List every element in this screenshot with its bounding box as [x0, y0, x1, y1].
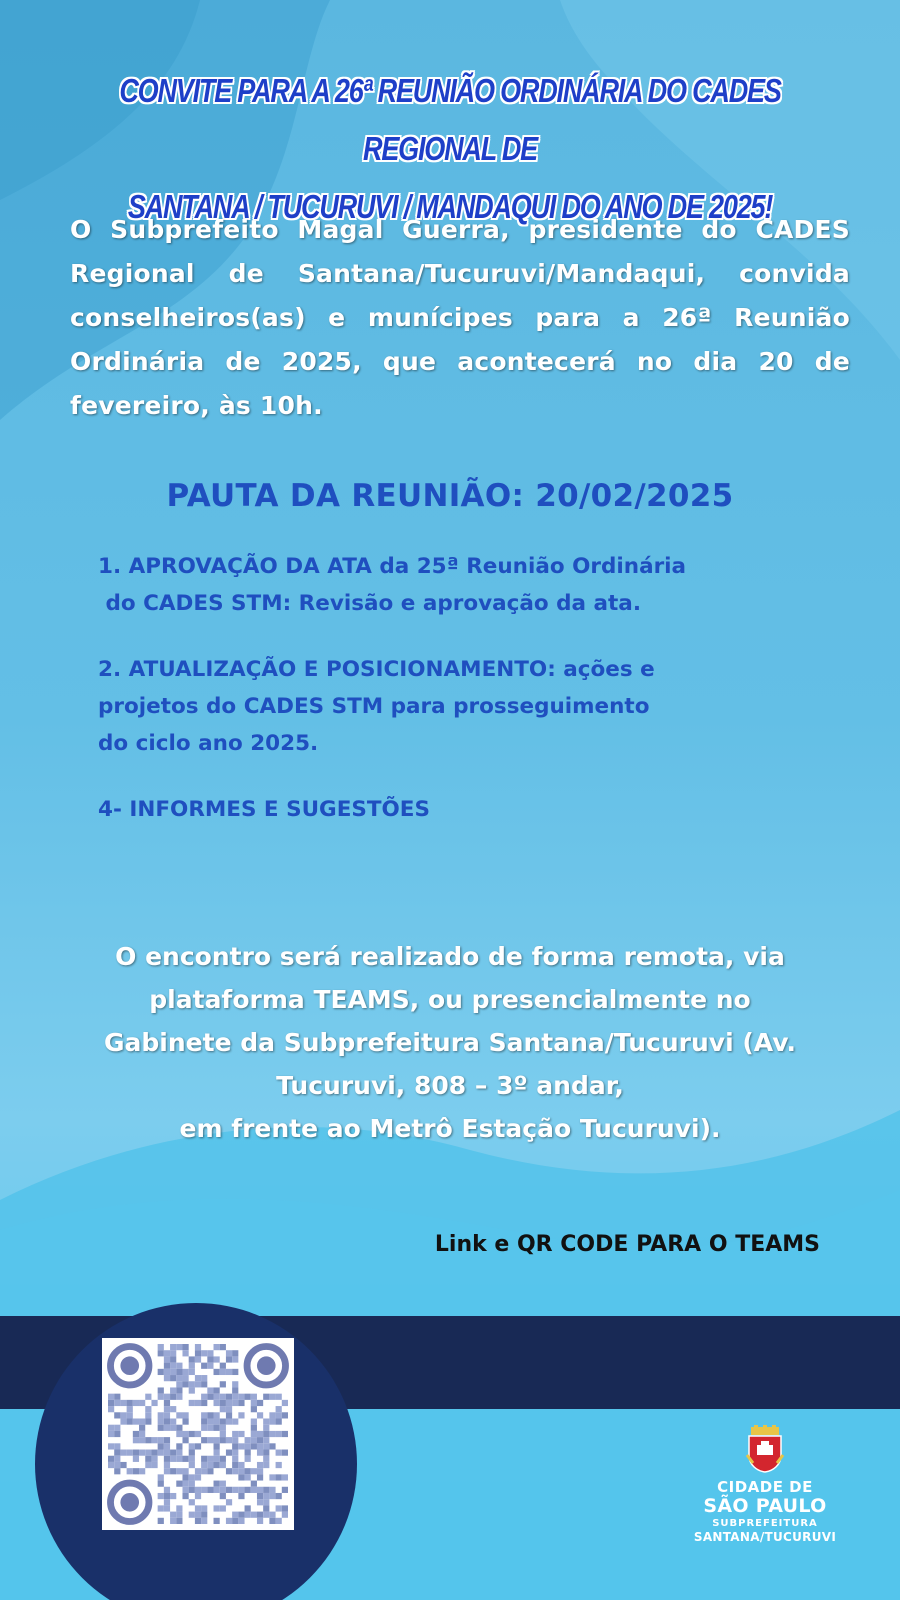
qr-code-icon[interactable] [102, 1338, 294, 1530]
venue-line-5: em frente ao Metrô Estação Tucuruvi). [179, 1114, 721, 1143]
agenda-item-1 [98, 548, 838, 622]
agenda-list [98, 548, 838, 857]
venue-line-3: Gabinete da Subprefeitura Santana/Tucuruvi (Av. [104, 1028, 796, 1057]
agenda-title: PAUTA DA REUNIÃO: 20/02/2025 [166, 478, 734, 514]
venue-line-1: O encontro será realizado de forma remota, via [115, 942, 785, 971]
agenda-item-2 [98, 651, 838, 762]
qr-code-graphic [102, 1338, 294, 1530]
agenda-item-1-line-2: do CADES STM: Revisão e aprovação da ata. [98, 591, 641, 616]
agenda-item-2-line-3: do ciclo ano 2025. [98, 731, 319, 756]
city-logo [690, 1425, 840, 1545]
sao-paulo-crest-icon [745, 1425, 785, 1473]
teams-link-label[interactable]: Link e QR CODE PARA O TEAMS [434, 1232, 820, 1257]
agenda-item-1-line-1: 1. APROVAÇÃO DA ATA da 25ª Reunião Ordinária [98, 554, 687, 579]
agenda-item-3 [98, 791, 838, 828]
venue-line-4: Tucuruvi, 808 – 3º andar, [276, 1071, 624, 1100]
venue-paragraph [50, 935, 850, 1150]
agenda-item-2-line-2: projetos do CADES STM para prosseguimento [98, 694, 650, 719]
title-line-2: SANTANA / TUCURUVI / MANDAQUI DO ANO DE 2025! [127, 188, 773, 225]
logo-line-2: SÃO PAULO [703, 1495, 827, 1517]
venue-line-2: plataforma TEAMS, ou presencialmente no [149, 985, 751, 1014]
logo-line-4: SANTANA/TUCURUVI [693, 1530, 837, 1544]
agenda-item-2-line-1: 2. ATUALIZAÇÃO E POSICIONAMENTO: ações e [98, 657, 655, 682]
logo-line-1: CIDADE DE [717, 1478, 813, 1496]
agenda-item-3-line-1: 4- INFORMES E SUGESTÕES [98, 797, 430, 822]
intro-paragraph: O Subprefeito Magal Guerra, presidente do CADES Regional de Santana/Tucuruvi/Mandaqui, convida conselheiros(as) e munícipes para a 26ª Reunião Ordinária de 2025, que acontecerá no dia 20 de fevereiro, às 10h. [70, 215, 850, 420]
title-line-1: CONVITE PARA A 26ª REUNIÃO ORDINÁRIA DO CADES REGIONAL DE [119, 72, 781, 167]
logo-line-3: SUBPREFEITURA [712, 1518, 818, 1529]
